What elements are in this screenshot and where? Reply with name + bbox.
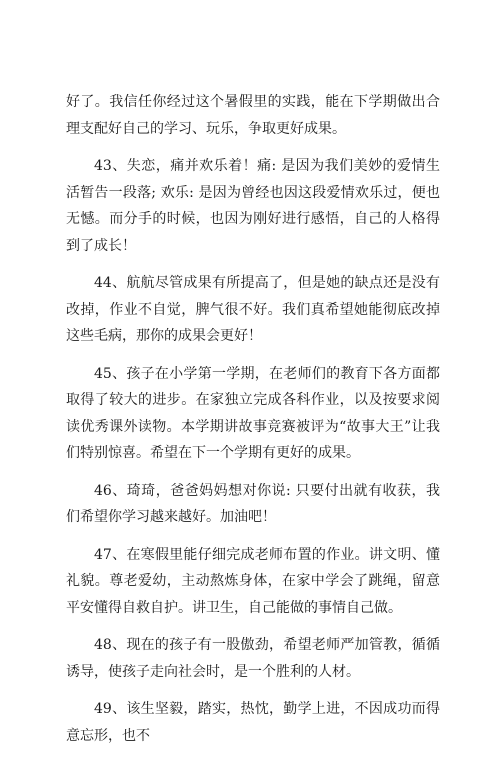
paragraph-continuation: 好了。我信任你经过这个暑假里的实践，能在下学期做出合理支配好自己的学习、玩乐，争取更好成果。	[66, 94, 440, 137]
paragraph-47: 47、在寒假里能仔细完成老师布置的作业。讲文明、懂礼貌。尊老爱幼，主动熬炼身体，在家中学会了跳绳，留意平安懂得自救自护。讲卫生，自己能做的事情自己做。	[66, 546, 440, 616]
paragraph-43: 43、失恋，痛并欢乐着！痛: 是因为我们美妙的爱情生活暂告一段落; 欢乐: 是因为曾经也因这段爱情欢乐过，便也无憾。而分手的时候，也因为刚好进行感悟，自己的人格得到了成长！	[66, 158, 440, 254]
paragraph-48: 48、现在的孩子有一股傲劲，希望老师严加管教，循循诱导，使孩子走向社会时，是一个胜利的人材。	[66, 637, 440, 680]
document-body	[66, 89, 440, 760]
paragraph-44: 44、航航尽管成果有所提高了，但是她的缺点还是没有改掉，作业不自觉，脾气很不好。我们真希望她能彻底改掉这些毛病，那你的成果会更好！	[66, 275, 440, 344]
paragraph-46: 46、琦琦，爸爸妈妈想对你说: 只要付出就有收获，我们希望你学习越来越好。加油吧！	[66, 482, 440, 525]
paragraph-49: 49、该生坚毅，踏实，热忱，勤学上进，不因成功而得意忘形，也不	[66, 701, 440, 744]
paragraph-45: 45、孩子在小学第一学期，在老师们的教育下各方面都取得了较大的进步。在家独立完成各科作业，以及按要求阅读优秀课外读物。本学期讲故事竞赛被评为“故事大王”让我们特别惊喜。希望在下一个学期有更好的成果。	[66, 365, 440, 461]
